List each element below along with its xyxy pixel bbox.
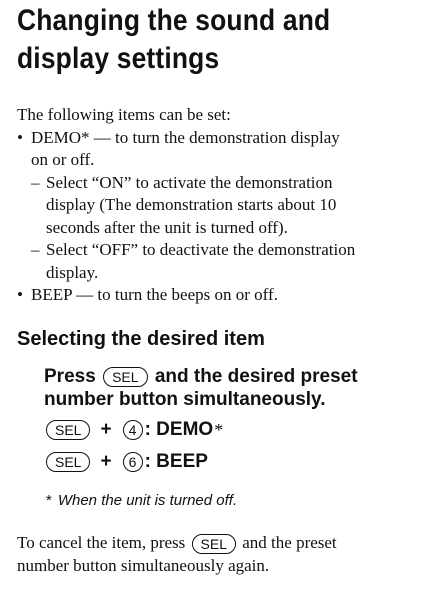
page-title xyxy=(17,2,330,78)
plus-sign: + xyxy=(100,451,112,472)
sub-off-line-1: Select “OFF” to deactivate the demonstration xyxy=(46,240,356,259)
step-after-text: and the desired preset xyxy=(154,366,358,387)
dash-mark: – xyxy=(31,172,40,192)
cancel-after-text: and the preset xyxy=(242,533,337,552)
combo-beep-label: : BEEP xyxy=(144,451,208,472)
page-title-line-2: display settings xyxy=(17,42,220,75)
sub-item-off xyxy=(17,239,355,284)
beep-text: BEEP — to turn the beeps on or off. xyxy=(31,285,278,304)
sel-button-icon: SEL xyxy=(192,534,236,554)
list-item-beep xyxy=(17,284,355,307)
page-title-line-1: Changing the sound and xyxy=(17,4,331,37)
cancel-instruction xyxy=(17,531,337,577)
footnote xyxy=(46,491,237,511)
demo-line-1: DEMO* — to turn the demonstration display xyxy=(31,127,340,147)
step-press-text: Press xyxy=(44,366,96,387)
sub-on-line-1: Select “ON” to activate the demonstration xyxy=(46,172,333,192)
footnote-asterisk: * xyxy=(46,492,52,509)
list-item-demo xyxy=(17,127,355,172)
bullet-mark: • xyxy=(17,127,23,147)
sub-on-line-2: display (The demonstration starts about 10 xyxy=(46,195,337,214)
cancel-before-text: To cancel the item, press xyxy=(17,533,186,552)
sub-item-on xyxy=(17,172,355,240)
plus-sign: + xyxy=(100,419,112,440)
sel-button-icon: SEL xyxy=(103,367,147,387)
step-line-1 xyxy=(44,365,358,388)
step-instruction xyxy=(44,365,358,411)
settings-description xyxy=(17,104,355,307)
sub-on-line-3: seconds after the unit is turned off). xyxy=(46,217,288,237)
section-heading: Selecting the desired item xyxy=(17,328,265,350)
cancel-line-1 xyxy=(17,531,337,554)
sub-off-line-2: display. xyxy=(46,262,99,282)
step-line-2: number button simultaneously. xyxy=(44,389,326,410)
combo-demo-asterisk: * xyxy=(214,420,224,440)
combo-demo xyxy=(44,418,223,442)
demo-line-2: on or off. xyxy=(31,150,95,169)
preset-6-button-icon: 6 xyxy=(123,452,143,472)
sel-button-icon: SEL xyxy=(46,420,90,440)
bullet-mark: • xyxy=(17,285,23,304)
cancel-line-2: number button simultaneously again. xyxy=(17,556,270,576)
footnote-text: When the unit is turned off. xyxy=(57,492,238,509)
combo-demo-label: : DEMO xyxy=(144,419,214,440)
combo-beep xyxy=(44,450,208,474)
dash-mark: – xyxy=(31,240,40,259)
preset-4-button-icon: 4 xyxy=(123,420,143,440)
sel-button-icon: SEL xyxy=(46,452,90,472)
intro-text: The following items can be set: xyxy=(17,105,231,124)
